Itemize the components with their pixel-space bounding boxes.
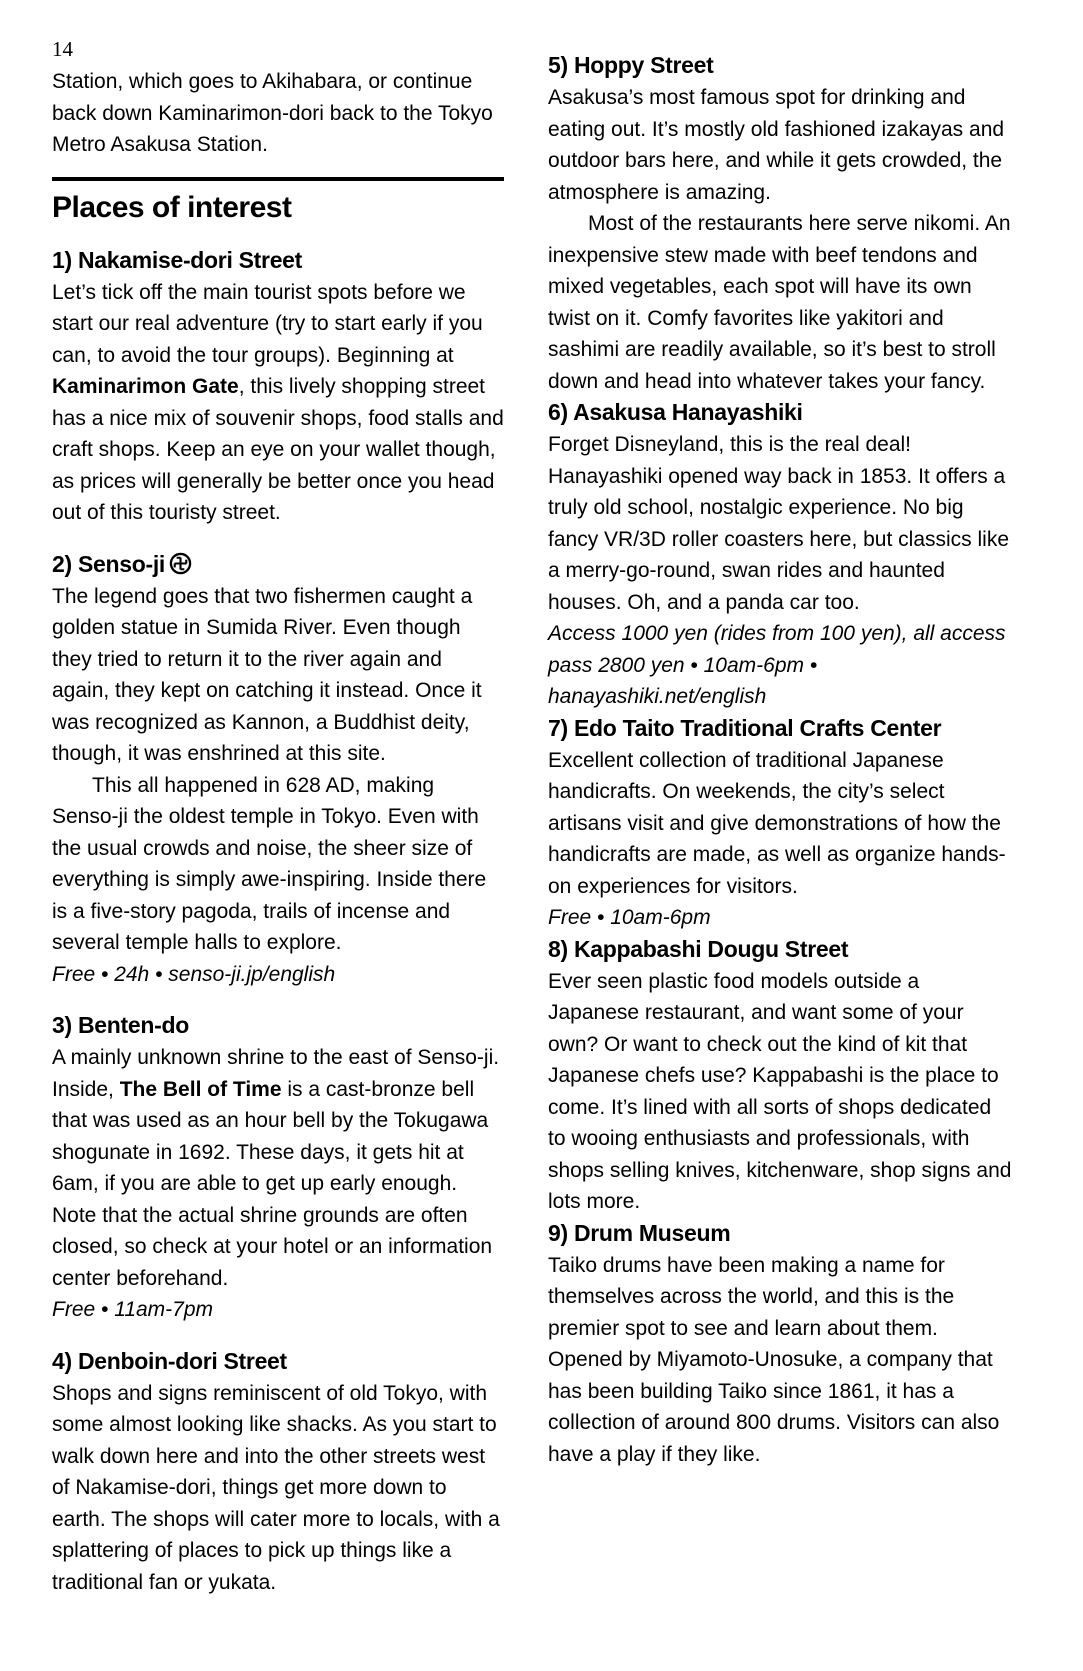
section-kappabashi-dougu-street (548, 934, 1014, 1218)
temple-manji-icon (169, 552, 192, 575)
section-benten-do (52, 1010, 504, 1326)
intro-paragraph: Station, which goes to Akihabara, or continue back down Kaminarimon-dori back to the Tokyo Metro Asakusa Station. (52, 70, 493, 156)
section-hoppy-street (548, 50, 1014, 397)
section-heading: 7) Edo Taito Traditional Crafts Center (548, 714, 942, 741)
section-heading: 1) Nakamise-dori Street (52, 246, 303, 273)
info-line: Access 1000 yen (rides from 100 yen), all access pass 2800 yen • 10am-6pm • hanayashiki.net/english (548, 622, 1006, 708)
paragraph: A mainly unknown shrine to the east of Senso-ji. Inside, The Bell of Time is a cast-bronze bell that was used as an hour bell by the Tokugawa shogunate in 1692. These days, it gets hit at 6am, if you are able to get up early enough. Note that the actual shrine grounds are often closed, so check at your hotel or an information center beforehand. (52, 1046, 500, 1290)
section-drum-museum (548, 1218, 1014, 1471)
left-column (52, 36, 504, 1598)
bold-phrase: The Bell of Time (119, 1077, 282, 1101)
info-line: Free • 24h • senso-ji.jp/english (52, 962, 336, 986)
right-column (548, 50, 1014, 1470)
section-senso-ji (52, 549, 504, 991)
section-denboin-dori-street (52, 1346, 504, 1599)
section-heading: 3) Benten-do (52, 1012, 189, 1038)
section-divider (52, 177, 504, 181)
info-line: Free • 10am-6pm (548, 906, 711, 929)
section-heading: 8) Kappabashi Dougu Street (548, 935, 849, 962)
paragraph: Shops and signs reminiscent of old Tokyo, with some almost looking like shacks. As you start to walk down here and into the other streets west of Nakamise-dori, things get more down to earth. The shops will cater more to locals, with a splattering of places to pick up things like a traditional fan or yukata. (52, 1381, 500, 1594)
section-heading: 4) Denboin-dori Street (52, 1347, 287, 1374)
page-number: 14 (52, 37, 73, 61)
section-nakamise-dori-street (52, 245, 504, 529)
paragraph: Excellent collection of traditional Japanese handicrafts. On weekends, the city’s select artisans visit and give demonstrations of how the handicrafts are made, as well as organize hands-on experiences for visitors. (548, 748, 1006, 898)
section-heading: 6) Asakusa Hanayashiki (548, 399, 803, 425)
paragraph: Ever seen plastic food models outside a Japanese restaurant, and want some of your own? Or want to check out the kind of kit that Japanese chefs use? Kappabashi is the place to come. It’s lined with all sorts of shops dedicated to wooing enthusiasts and professionals, with shops selling knives, kitchenware, shop signs and lots more. (548, 969, 1012, 1213)
section-edo-taito-crafts-center (548, 713, 1014, 934)
section-asakusa-hanayashiki (548, 397, 1014, 713)
paragraph: Most of the restaurants here serve nikomi. An inexpensive stew made with beef tendons and mixed vegetables, each spot will have its own twist on it. Comfy favorites like yakitori and sashimi are readily available, so it’s best to stroll down and head into whatever takes your fancy. (548, 212, 1011, 393)
paragraph: Let’s tick off the main tourist spots before we start our real adventure (try to start early if you can, to avoid the tour groups). Beginning at Kaminarimon Gate, this lively shopping street has a nice mix of souvenir shops, food stalls and craft shops. Keep an eye on your wallet though, as prices will generally be better once you head out of this touristy street. (52, 280, 504, 524)
paragraph: The legend goes that two fishermen caught a golden statue in Sumida River. Even though they tried to return it to the river again and again, they kept on catching it instead. Once it was recognized as Kannon, a Buddhist deity, though, it was enshrined at this site. (52, 584, 482, 765)
section-heading: 9) Drum Museum (548, 1219, 731, 1246)
info-line: Free • 11am-7pm (52, 1298, 214, 1321)
section-heading: 2) Senso-ji (52, 549, 504, 579)
section-heading: 5) Hoppy Street (548, 52, 714, 78)
paragraph: Taiko drums have been making a name for themselves across the world, and this is the premier spot to see and learn about them. Opened by Miyamoto-Unosuke, a company that has been building Taiko since 1861, it has a collection of around 800 drums. Visitors can also have a play if they like. (548, 1253, 1000, 1466)
places-of-interest-heading: Places of interest (52, 190, 292, 224)
bold-phrase: Kaminarimon Gate (52, 375, 239, 398)
paragraph: Asakusa’s most famous spot for drinking and eating out. It’s mostly old fashioned izakayas and outdoor bars here, and while it gets crowded, the atmosphere is amazing. (548, 86, 1005, 204)
paragraph: Forget Disneyland, this is the real deal! Hanayashiki opened way back in 1853. It offers a truly old school, nostalgic experience. No big fancy VR/3D roller coasters here, but classics like a merry-go-round, swan rides and haunted houses. Oh, and a panda car too. (548, 433, 1010, 614)
paragraph: This all happened in 628 AD, making Senso-ji the oldest temple in Tokyo. Even with the usual crowds and noise, the sheer size of everything is simply awe-inspiring. Inside there is a five-story pagoda, trails of incense and several temple halls to explore. (52, 773, 487, 954)
